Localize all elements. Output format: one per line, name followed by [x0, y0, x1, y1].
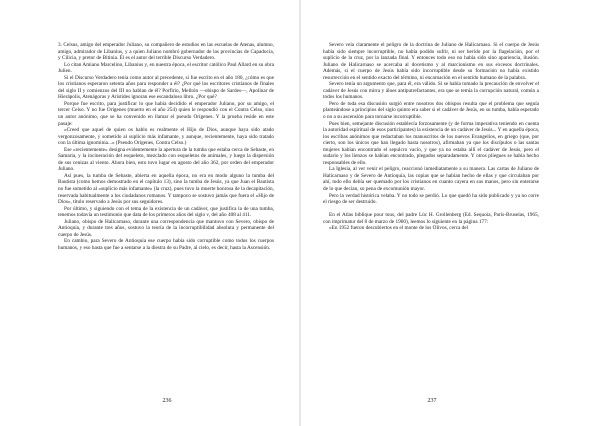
left-page — [0, 0, 299, 426]
paragraph: Pues bien, semejante discusión establecía forzosamente (y de forma imperativa teniendo en cuenta la autoridad espiritual de esos participantes) la existencia de un cadáver de Jesús... Y en aquella época, los escribas anónimos que redactaban los manuscritos de los nuevos Evangelios, en griego (que, por cierto, son los únicos que han llegado hasta nosotros), afirmaban ya que los discípulos o las santas mujeres habían encontrado el sepulcro vacío, y que ya no estaba allí el cadáver de Jesús, pero el sudario y los lienzos se habían encontrado, plegados separadamente. Y otros pliegues se había hecho responsables de ello. — [323, 120, 539, 166]
paragraph: 3. Celsus, amigo del emperador Juliano, su compañero de estudios en las escuelas de Atenas, alumno, amigo, admirador de Libanius, y a quien Juliano nombró gobernador de las provincias de Capadocia, y Cilicia, y pretor de Bitinia. Él es el autor del terrible Discurso Verdadero. — [58, 42, 274, 62]
paragraph: En cambio, para Severo de Antioquía ese cuerpo había sido corruptible como todos los cuerpos humanos, y eso hasta que fue a sentarse a la diestra de su Padre, al cielo, es decir, hasta la Ascensión. — [58, 238, 274, 251]
paragraph: Ese «recientemente» designa evidentemente la apertura de la tumba que estaba cerca de Sebaste, en Samaria, y la incineración del esqueleto, mezclado con esqueletos de animales, y luego la dispersión de sus cenizas al viento. Ahora bien, esto tuvo lugar en agosto del año 362, por orden del emperador Juliano. — [58, 146, 274, 173]
page-number: 236 — [162, 398, 172, 404]
paragraph: Porque fue escrito, para justificar lo que había decidido el emperador Juliano, por su amigo, el tercer Celso. Y no fue Orígenes (muerto en el año 254) quien le respondió con el Contra Celso, sino un autor anónimo, que se ha convenido en llamar el pseudo Orígenes. Y la prueba reside en este pasaje: — [58, 100, 274, 127]
paragraph: «Creed que aquel de quien os hablo es realmente el Hijo de Dios, aunque haya sido atado vergonzosamente, y sometido al suplicio más infamante, y aunque, recientemente, haya sido tratado con la última ignominia...» (Pseudo Orígenes, Contra Celso.) — [58, 127, 274, 147]
paragraph: Así pues, la tumba de Sebaste, abierta en aquella época, no era en modo alguno la tumba del Bautista (como hemos demostrado en el capítulo 13), sino la tumba de Jesús, ya que Juan el Bautista no fue sometido al «suplicio más infamante» (la cruz), pues tuvo la muerte honrosa de la decapitación, reservada habitualmente a los ciudadanos romanos. Y tampoco se sostuvo jamás que fuera el «Hijo de Dios», título reservado a Jesús por sus seguidores. — [58, 172, 274, 206]
paragraph: Juliano, obispo de Halicarnaso, durante una correspondencia que mantuvo con Severo, obispo de Antioquía, y durante tres años, sostuvo la teoría de la incorruptibilidad absoluta y permanente del cuerpo de Jesús. — [58, 218, 274, 238]
paragraph: Severo veía claramente el peligro de la doctrina de Juliano de Halicarnaso. Si el cuerpo de Jesús había sido siempre incorruptible, no había podido sufrir, ni ser herido por la flagelación, por el suplicio de la cruz, por la lanzada final. Y entonces todo eso no había sido sino apariencia, ilusión. Juliano de Halicarnaso se acercaba al docetismo y al marcionismo en sus excesos doctrinales. Además, si el cuerpo de Jesús había sido incorruptible desde su formación no había existido resurrección en el sentido exacto del término, ni encarnación en el sentido humano de la palabra. — [323, 42, 539, 81]
right-page — [301, 0, 600, 426]
page-number: 237 — [427, 398, 437, 404]
paragraph: Pero de toda esa discusión surgió entre nosotros dos obispos resulta que el problema que seguía planteándose a principios del siglo quinto era saber si el cadáver de Jesús, en su tumba, había esperado o no a su ascensión para tornarse incorruptible. — [323, 100, 539, 121]
paragraph: La Iglesia, al ver venir el peligro, reaccionó inmediatamente a su manera. Las cartas de Juliano de Halicarnaso y de Severo de Antioquía, las copias que se habían hecho de ellas y que circulaban por ahí, todo ello debía ser quemado por los cristianos en cuanto cayera en sus manos, pero sin enterarse de lo que decían, so pena de excomunión mayor. — [323, 166, 539, 193]
right-page-text — [323, 42, 539, 232]
paragraph: Lo citan Amiano Marcelino, Libanius y, en nuestra época, el escritor católico Paul Allard en su obra Julien. — [58, 61, 274, 75]
paragraph: Pero la verdad histórica velaba. Y no todo se perdió. Lo que quedó ha sido publicado y ya no corre el riesgo de ser destruido. — [323, 192, 539, 206]
left-page-text — [58, 42, 274, 252]
paragraph: Si el Discurso Verdadero tenía como autor al precedente, si fue escrito en el año 180, ¿cómo es que los cristianos esperaron setenta años para responder a él? ¿Por qué los escritores cristianos de finales del siglo II y comienzos del III no hablan de él? Porfirio, Melitón —obispo de Sardes—, Apolinar de Hierápolis, Atenágoras y Aristides ignoran ese escandaloso libro. ¿Por qué? — [58, 74, 274, 101]
paragraph: En el Atlas biblique pour tous, del padre Lúc H. Grollenberg (Ed. Sequoia, París-Bruselas, 1965, con imprimatur del 8 de marzo de 1960), leemos lo siguiente en la página 177: — [323, 212, 539, 225]
paragraph: Por último, y siguiendo con el tema de la existencia de un cadáver, que justifica la de una tumba, tenemos todavía un testimonio que data de los primeros años del siglo v, del año 408 al 411. — [58, 205, 274, 219]
paragraph: Severo tenía un argumento que, para él, era válido. Si se había tomado la precaución de envolver el cadáver de Jesús con mirra y áloes antiputrefactantes, era que se temía la corrupción natural, común a todos los humanos. — [323, 81, 539, 101]
paragraph: «En 1952 fueron descubiertos en el monte de los Olivos, cerca del — [329, 225, 469, 232]
